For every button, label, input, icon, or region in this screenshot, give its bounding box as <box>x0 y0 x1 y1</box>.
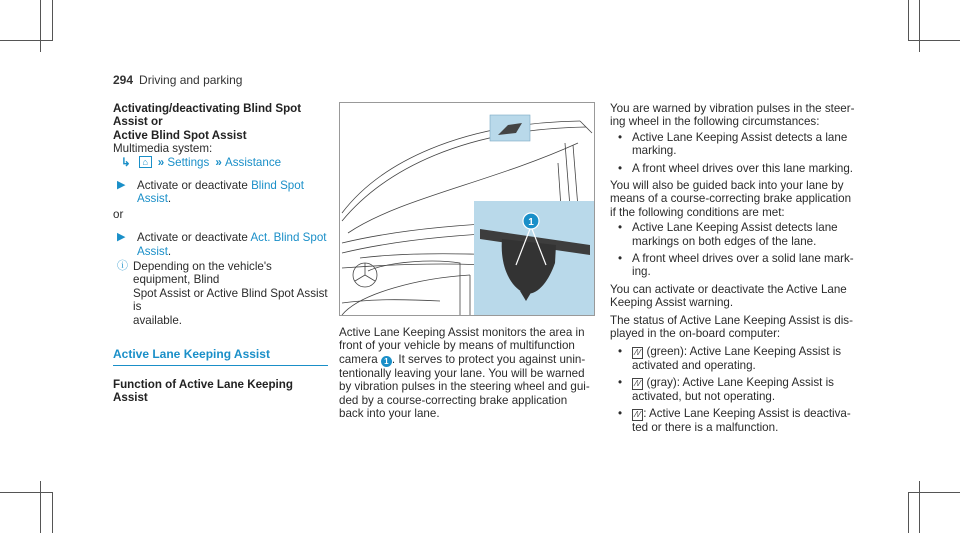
status-item-gray <box>610 376 860 403</box>
body-text-part: camera <box>339 352 378 366</box>
bullet-text: Active Lane Keeping Assist detects lane <box>632 221 838 235</box>
bullet-icon: • <box>618 252 623 266</box>
left-column <box>113 102 328 404</box>
step-2 <box>113 231 328 258</box>
lane-keeping-icon: ⁄⁝⁄ <box>632 378 643 390</box>
page-number: 294 <box>113 73 134 87</box>
bullet-text: markings on both edges of the lane. <box>632 234 817 248</box>
lane-keeping-icon: ⁄⁝⁄ <box>632 347 643 359</box>
body-text: ded by a course-correcting brake application <box>339 393 568 407</box>
status-text: : Active Lane Keeping Assist is deactiva- <box>643 407 851 421</box>
info-text: available. <box>133 313 182 327</box>
body-text: You will also be guided back into your lane by <box>610 179 844 193</box>
body-text: played in the on-board computer: <box>610 327 781 341</box>
section-rule <box>113 365 328 366</box>
chevron-icon: » <box>215 155 222 169</box>
callout-badge: 1 <box>381 356 392 367</box>
bullet-text: ing. <box>632 265 651 279</box>
bullet-item <box>610 131 860 158</box>
status-text: (gray): Active Lane Keeping Assist is <box>646 375 834 389</box>
body-text: front of your vehicle by means of multifunction <box>339 339 575 353</box>
body-text-part: . It serves to protect you against unin- <box>391 352 586 366</box>
crop-mark <box>908 40 960 41</box>
status-item-off <box>610 407 860 434</box>
bullet-icon: • <box>618 161 623 175</box>
body-text: by vibration pulses in the steering wheel and gui- <box>339 380 590 394</box>
info-text: Spot Assist or Active Blind Spot Assist is <box>133 286 328 314</box>
crop-mark <box>0 492 52 493</box>
crop-mark <box>0 40 52 41</box>
crop-mark <box>40 0 41 52</box>
step-text: Activate or deactivate <box>137 179 252 193</box>
crop-mark <box>52 492 53 533</box>
middle-column <box>339 326 601 420</box>
crop-mark <box>919 481 920 533</box>
bullet-item <box>610 221 860 248</box>
step-triangle-icon: ▶ <box>117 231 126 244</box>
blind-spot-assist-link[interactable]: Blind Spot Assist <box>137 179 304 206</box>
crop-mark <box>52 0 53 41</box>
act-blind-spot-assist-link[interactable]: Act. Blind Spot Assist <box>137 231 327 258</box>
body-text: Keeping Assist warning. <box>610 296 734 310</box>
heading-blind-spot-2: Active Blind Spot Assist <box>113 128 247 142</box>
bullet-icon: • <box>618 407 623 421</box>
lane-keeping-off-icon: ⁄⁝⁄ <box>632 409 643 421</box>
step-text: Activate or deactivate <box>137 231 251 245</box>
body-text: tentionally leaving your lane. You will be warned <box>339 366 585 380</box>
paragraph <box>610 314 860 341</box>
paragraph <box>610 283 860 310</box>
status-text: (green): Active Lane Keeping Assist is <box>646 344 842 358</box>
menu-settings[interactable]: Settings <box>167 155 210 169</box>
home-icon[interactable]: ⌂ <box>139 156 152 168</box>
body-text: You are warned by vibration pulses in the steer- <box>610 102 855 115</box>
path-arrow-icon: ↳ <box>121 155 131 169</box>
crop-mark <box>908 492 960 493</box>
car-front-drawing <box>340 103 594 315</box>
body-text: You can activate or deactivate the Active Lane <box>610 282 847 296</box>
crop-mark <box>40 481 41 533</box>
step-text-suffix: . <box>167 244 172 258</box>
status-item-green <box>610 345 860 372</box>
status-text: activated and operating. <box>632 358 756 372</box>
section-heading <box>113 348 328 365</box>
bullet-icon: • <box>618 344 623 358</box>
body-text <box>339 353 601 367</box>
menu-path <box>113 156 328 169</box>
bullet-icon: • <box>618 221 623 235</box>
heading-blind-spot: Activating/deactivating Blind Spot Assist or <box>113 102 302 129</box>
windshield-camera-illustration <box>339 102 595 316</box>
body-text: back into your lane. <box>339 407 440 421</box>
body-text: if the following conditions are met: <box>610 205 785 219</box>
status-text: activated, but not operating. <box>632 389 776 403</box>
body-text: means of a course-correcting brake application <box>610 192 852 206</box>
bullet-text: A front wheel drives over this lane marking. <box>632 161 854 175</box>
step-1 <box>113 179 328 206</box>
page-header <box>113 73 242 87</box>
bullet-text: A front wheel drives over a solid lane mark- <box>632 252 854 266</box>
info-note <box>113 260 328 327</box>
crop-mark <box>908 492 909 533</box>
bullet-item <box>610 162 860 175</box>
info-text: Depending on the vehicle's equipment, Blind <box>133 260 272 287</box>
menu-assistance[interactable]: Assistance <box>225 155 282 169</box>
right-column <box>610 102 860 435</box>
crop-mark <box>919 0 920 52</box>
bullet-text: Active Lane Keeping Assist detects a lane <box>632 130 848 144</box>
paragraph <box>610 179 860 219</box>
section-title: Driving and parking <box>139 73 243 87</box>
info-icon: ⓘ <box>117 260 128 273</box>
multimedia-label: Multimedia system: <box>113 142 213 156</box>
callout-1: 1 <box>528 217 534 228</box>
function-heading: Function of Active Lane Keeping Assist <box>113 377 293 404</box>
body-text: The status of Active Lane Keeping Assist is dis- <box>610 313 853 327</box>
chevron-icon: » <box>157 155 165 169</box>
step-text-suffix: . <box>167 192 172 206</box>
bullet-icon: • <box>618 130 623 144</box>
bullet-icon: • <box>618 375 623 389</box>
crop-mark <box>908 0 909 41</box>
step-triangle-icon: ▶ <box>117 179 126 192</box>
section-title-lane-keeping: Active Lane Keeping Assist <box>113 347 270 362</box>
status-text: ted or there is a malfunction. <box>632 421 779 435</box>
bullet-text: marking. <box>632 144 677 158</box>
bullet-item <box>610 252 860 279</box>
body-text: Active Lane Keeping Assist monitors the area in <box>339 326 585 339</box>
body-text: ing wheel in the following circumstances: <box>610 115 820 129</box>
or-label: or <box>113 207 124 221</box>
